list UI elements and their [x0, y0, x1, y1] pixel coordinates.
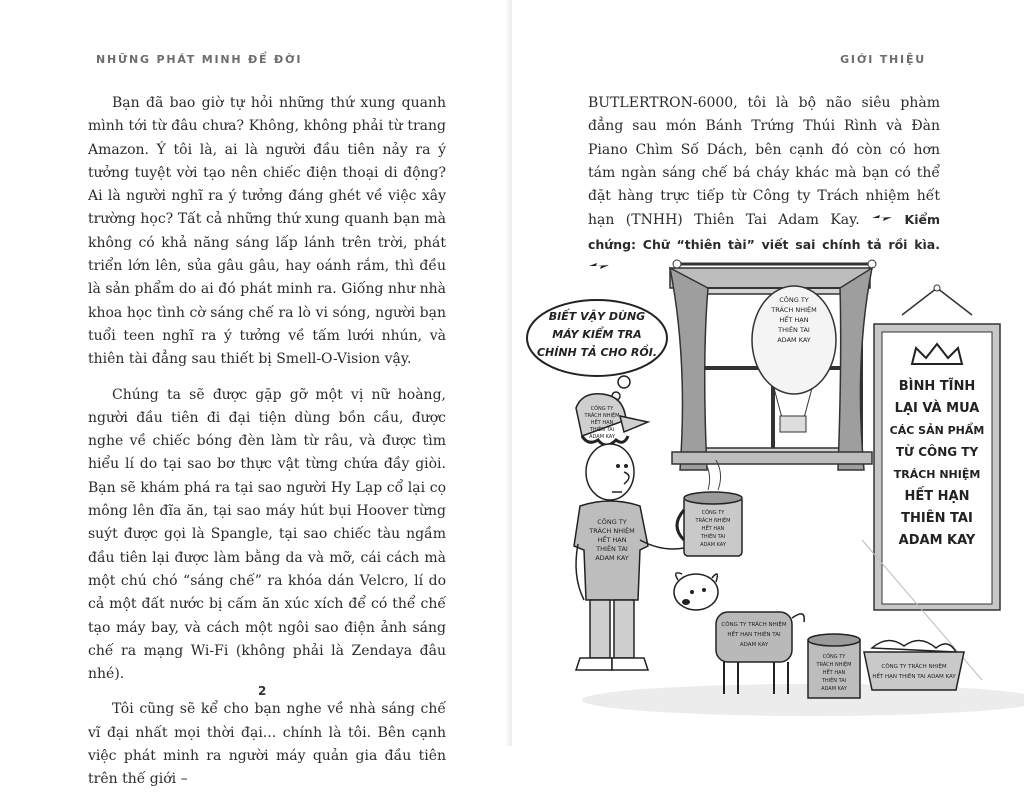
dog-character	[674, 573, 804, 694]
cap-label-2: TRÁCH NHIỆM	[584, 413, 620, 419]
left-body-text	[88, 92, 446, 804]
dog-bowl	[864, 640, 964, 690]
cap-label-4: THIÊN TAI	[589, 427, 615, 433]
poster-line-4: TỪ CÔNG TY	[895, 445, 979, 459]
speech-line-2: MÁY KIỂM TRA	[552, 328, 642, 341]
speech-line-1: BIẾT VẬY DÙNG	[548, 310, 646, 323]
poster-line-8: ADAM KAY	[898, 533, 976, 548]
running-head-right: GIỚI THIỆU	[840, 53, 926, 66]
bin-label-1: CÔNG TY	[822, 654, 846, 660]
poster-line-3: CÁC SẢN PHẨM	[889, 424, 985, 437]
paragraph-3: Tôi cũng sẽ kể cho bạn nghe về nhà sáng chế vĩ đại nhất mọi thời đại... chính là tôi. Bên cạnh việc phát minh ra người máy quản gia đầu tiên trên thế giới –	[88, 701, 446, 788]
left-page	[0, 0, 512, 788]
fact-check-note: Kiểm chứng: Chữ “thiên tài” viết sai chính tả rồi kìa.	[588, 212, 941, 252]
shirt-label-5: ADAM KAY	[595, 554, 629, 562]
bin-label-2: TRÁCH NHIỆM	[816, 662, 852, 668]
bowl-label-2: HẾT HẠN THIÊN TAI ADAM KAY	[872, 674, 956, 680]
right-page	[512, 0, 1024, 746]
poster-line-7: THIÊN TAI	[901, 511, 973, 526]
poster	[874, 285, 1000, 610]
mug-label-1: CÔNG TY	[701, 510, 725, 516]
lightning-icon	[871, 212, 904, 228]
paragraph-2: Chúng ta sẽ được gặp gỡ một vị nữ hoàng, người đầu tiên đi đại tiện dùng bồn cầu, được nghe về chiếc bóng đèn làm từ râu, và được tìm hiểu lí do tại sao bơ thực vật từng chứa đầy giòi. Bạn sẽ khám phá ra tại sao người Hy Lạp cổ lại cọ mông lên đĩa ăn, tại sao máy hút bụi Hoover từng suýt được gọi là Spangle, tại sao chiếc tàu ngầm đầu tiên lại được làm bằng da và mỡ, cái cách mà một chú chó “sáng chế” ra khóa dán Velcro, lí do cả một đất nước bị cấm ăn xúc xích để có thể chế tạo máy bay, và cách một ngôi sao điện ảnh sáng chế ra mạng Wi-Fi (không phải là Zendaya đâu nhé).	[88, 386, 446, 683]
poster-line-6: HẾT HẠN	[904, 489, 970, 504]
poster-line-2: LẠI VÀ MUA	[894, 401, 980, 416]
dog-coat-label-3: ADAM KAY	[739, 642, 769, 648]
speech-line-3: CHÍNH TẢ CHO RỒI.	[536, 346, 658, 359]
right-paragraph-text: BUTLERTRON-6000, tôi là bộ não siêu phàm đẳng sau món Bánh Trứng Thúi Rình và Đàn Piano Chìm Số Dách, bên cạnh đó còn có hơn tám ngàn sáng chế bá cháy khác mà bạn có thể đặt hàng trực tiếp từ Công ty Trách nhiệm hết hạn (TNHH) Thiên Tai Adam Kay.	[588, 95, 940, 229]
mug-label-3: HẾT HẠN	[701, 526, 725, 532]
dog-coat-label-1: CÔNG TY TRÁCH NHIỆM	[721, 622, 787, 628]
cartoon-illustration	[512, 240, 1024, 746]
shirt-label-3: HẾT HẠN	[597, 536, 627, 544]
balloon-label-5: ADAM KAY	[777, 336, 811, 344]
mug-label-5: ADAM KAY	[700, 542, 726, 548]
paragraph-1: Bạn đã bao giờ tự hỏi những thứ xung quanh mình tới từ đâu chưa? Không, không phải từ trang Amazon. Ý tôi là, ai là người đầu tiên nảy ra ý tưởng tuyệt vời tạo nên chiếc điện thoại di động? Ai là người nghĩ ra ý tưởng đáng ghét về việc xây trường học? Tất cả những thứ xung quanh bạn mà không có khả năng sáng lấp lánh trên trời, phát triển lớn lên, sủa gâu gâu, hay oánh rắm, thì đều là sản phẩm do ai đó phát minh ra. Giống như nhà khoa học tình cờ sáng chế ra lò vi sóng, người bạn tuổi teen nghĩ ra ý tưởng về tấm lưới nhún, và thiên tài đẳng sau thiết bị Smell-O-Vision vậy.	[88, 95, 446, 368]
poster-line-1: BÌNH TĨNH	[898, 379, 976, 394]
speech-bubble	[527, 300, 667, 400]
mug-label-4: THIÊN TAI	[700, 534, 726, 540]
page-number: 2	[258, 684, 267, 698]
dog-coat-label-2: HẾT HẠN THIÊN TAI	[727, 632, 781, 638]
bowl-label-1: CÔNG TY TRÁCH NHIỆM	[881, 664, 947, 670]
bin-label-4: THIÊN TAI	[821, 678, 847, 684]
cap-label-5: ADAM KAY	[589, 434, 615, 440]
balloon-label-2: TRÁCH NHIỆM	[771, 306, 817, 314]
poster-line-5: TRÁCH NHIỆM	[893, 468, 981, 481]
shirt-label-1: CÔNG TY	[597, 518, 627, 526]
balloon-label-3: HẾT HẠN	[779, 316, 809, 324]
balloon-label-1: CÔNG TY	[779, 296, 809, 304]
cap-label-1: CÔNG TY	[590, 406, 614, 412]
balloon-label-4: THIÊN TAI	[778, 326, 810, 334]
cap-label-3: HẾT HẠN	[590, 420, 614, 426]
mug	[677, 460, 742, 556]
shirt-label-2: TRÁCH NHIỆM	[589, 527, 635, 535]
bin-label-3: HẾT HẠN	[822, 670, 846, 676]
shirt-label-4: THIÊN TAI	[596, 545, 628, 553]
bin-label-5: ADAM KAY	[821, 686, 847, 692]
running-head-left: NHỮNG PHÁT MINH ĐỂ ĐỜI	[96, 53, 303, 66]
boy-character	[574, 394, 684, 670]
mug-label-2: TRÁCH NHIỆM	[695, 518, 731, 524]
waste-bin	[808, 634, 860, 698]
